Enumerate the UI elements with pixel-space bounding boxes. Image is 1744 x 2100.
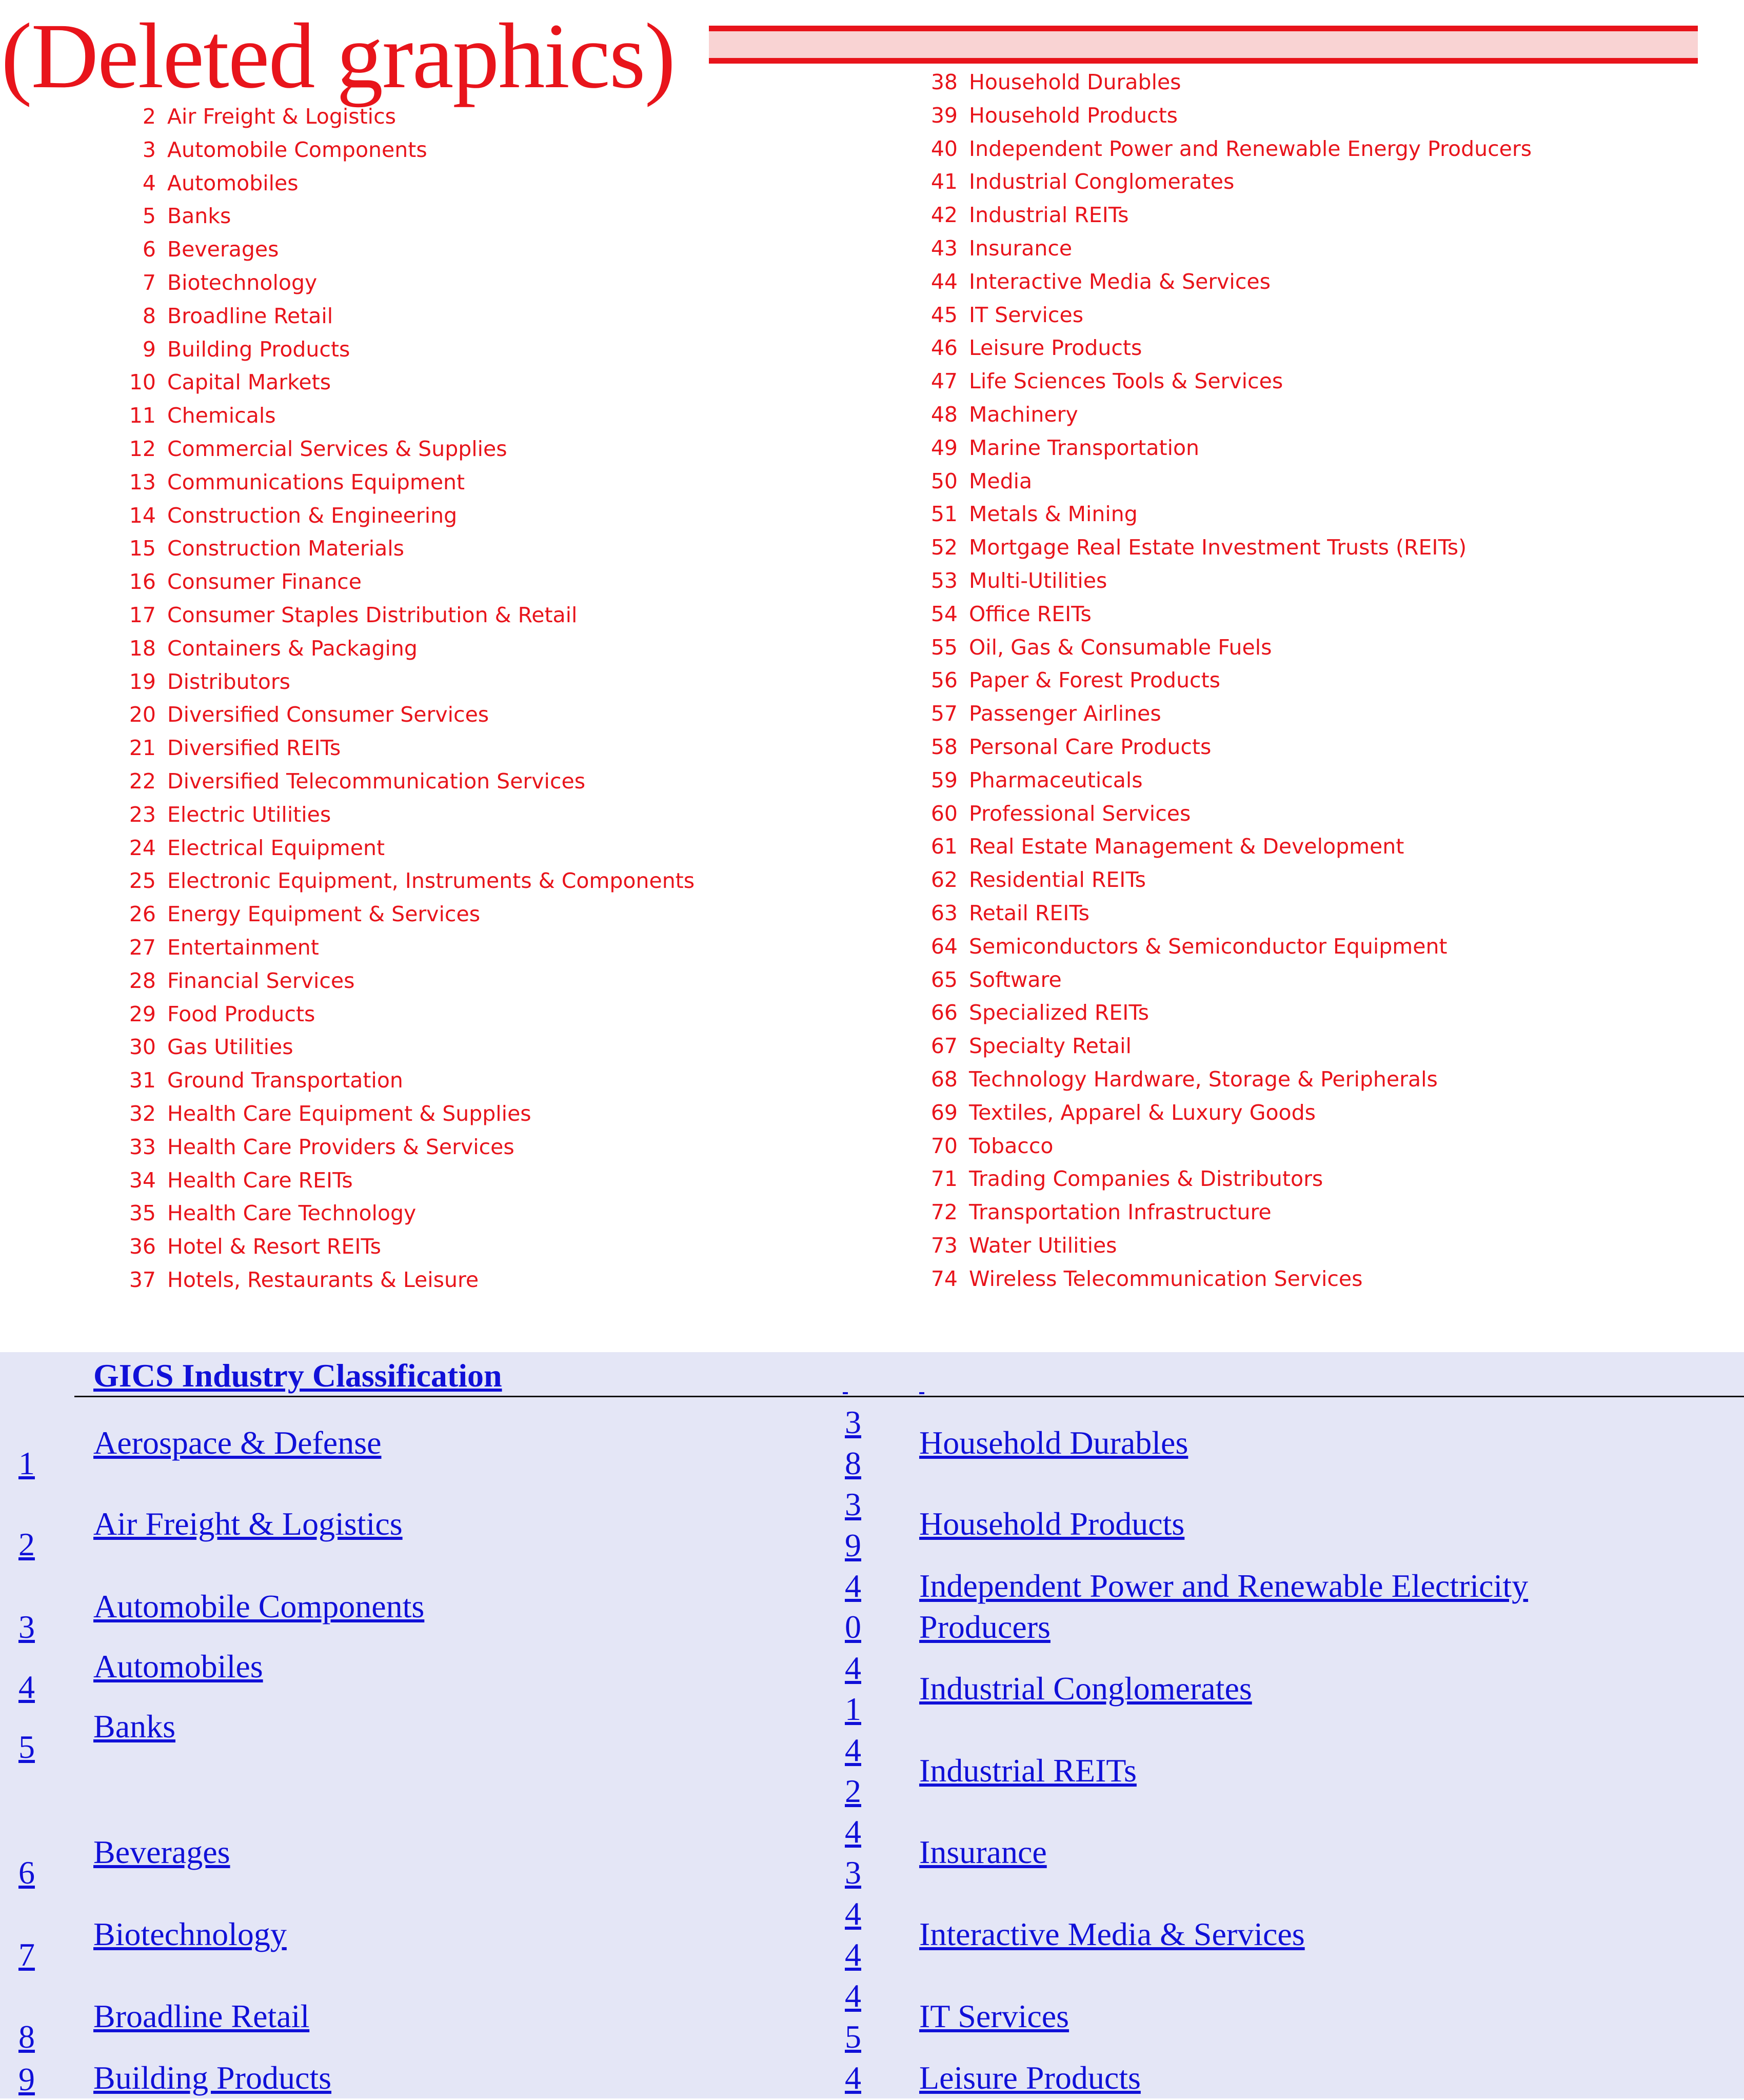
deleted-item-number: 71 [930, 1166, 958, 1191]
deleted-list-item [926, 697, 1161, 730]
deleted-item-label: Household Products [969, 103, 1178, 128]
deleted-list-item [926, 1096, 1316, 1130]
deleted-item-label: Electronic Equipment, Instruments & Components [167, 868, 695, 893]
deleted-item-number: 3 [142, 137, 156, 162]
left-row-number-link[interactable]: 3 [18, 1609, 35, 1645]
deleted-item-number: 21 [129, 736, 156, 760]
deleted-item-number: 25 [129, 868, 156, 893]
deleted-item-number: 28 [129, 968, 156, 993]
deleted-item-number: 36 [129, 1234, 156, 1259]
deleted-list-item [124, 532, 404, 565]
deleted-item-number: 17 [129, 603, 156, 627]
number-digit: 2 [845, 1773, 861, 1809]
deleted-item-label: Paper & Forest Products [969, 668, 1221, 692]
deleted-list-item [926, 1029, 1132, 1063]
deleted-list-item [124, 1263, 479, 1297]
deleted-item-label: Real Estate Management & Development [969, 834, 1404, 859]
header-rule [74, 1396, 1744, 1397]
deleted-list-item [124, 499, 457, 532]
left-row-industry-link[interactable]: Banks [93, 1708, 175, 1745]
deleted-list-item [926, 764, 1143, 797]
deleted-item-number: 16 [129, 569, 156, 594]
deleted-item-label: Energy Equipment & Services [167, 902, 481, 926]
deleted-item-number: 74 [930, 1266, 958, 1291]
deleted-item-number: 31 [129, 1068, 156, 1093]
deleted-list-item [124, 898, 480, 931]
right-row-number-link[interactable] [843, 2057, 863, 2098]
deleted-item-number: 47 [930, 369, 958, 393]
deleted-item-number: 9 [142, 337, 156, 362]
deleted-item-label: Automobiles [167, 171, 299, 195]
deleted-list-item [124, 864, 695, 898]
deleted-item-label: Transportation Infrastructure [969, 1200, 1272, 1224]
number-digit: 4 [845, 1732, 861, 1768]
deleted-list-item [124, 665, 290, 699]
deleted-list-item [926, 664, 1220, 697]
deleted-item-label: Consumer Finance [167, 569, 362, 594]
deleted-item-number: 50 [930, 469, 958, 493]
left-row-industry-link[interactable]: Beverages [93, 1834, 230, 1870]
deleted-item-label: Mortgage Real Estate Investment Trusts (REITs) [969, 535, 1467, 560]
deleted-list-item [926, 66, 1181, 99]
deleted-item-number: 70 [930, 1134, 958, 1158]
deleted-item-number: 63 [930, 901, 958, 925]
deleted-list-item [124, 1197, 416, 1230]
deleted-item-number: 73 [930, 1233, 958, 1258]
deleted-list-item [926, 431, 1199, 465]
deleted-item-number: 6 [142, 237, 156, 262]
deleted-list-item [124, 765, 585, 798]
right-row-industry-link[interactable]: Leisure Products [919, 2059, 1141, 2096]
deleted-item-number: 55 [930, 635, 958, 660]
deleted-item-label: Trading Companies & Distributors [969, 1166, 1323, 1191]
deleted-item-number: 46 [930, 335, 958, 360]
deleted-item-label: Software [969, 967, 1062, 992]
number-digit: 4 [845, 1936, 861, 1973]
right-row-number-link[interactable] [843, 1402, 863, 1484]
left-row-industry-link[interactable]: Air Freight & Logistics [93, 1505, 403, 1542]
deleted-list-item [124, 466, 465, 499]
deleted-list-item [926, 1229, 1117, 1262]
deleted-list-item [926, 299, 1083, 332]
right-row-industry-link[interactable]: Industrial Conglomerates [919, 1670, 1252, 1707]
deleted-item-number: 13 [129, 470, 156, 494]
deleted-list-item [124, 565, 362, 599]
deleted-list-item [926, 365, 1283, 398]
number-digit: 1 [845, 1691, 861, 1727]
deleted-list-item [124, 1230, 381, 1263]
deleted-list-item [926, 598, 1092, 631]
deleted-item-label: Interactive Media & Services [969, 269, 1271, 294]
deleted-item-label: Electrical Equipment [167, 836, 385, 860]
deleted-list-item [124, 333, 350, 366]
deleted-item-number: 35 [129, 1201, 156, 1225]
deleted-item-number: 2 [142, 104, 156, 129]
deleted-item-label: Construction Materials [167, 536, 405, 561]
deleted-item-number: 33 [129, 1135, 156, 1159]
deleted-list-item [926, 963, 1062, 997]
deleted-item-number: 20 [129, 702, 156, 727]
deleted-item-label: Consumer Staples Distribution & Retail [167, 603, 578, 627]
deleted-item-number: 15 [129, 536, 156, 561]
deleted-item-label: Financial Services [167, 968, 355, 993]
deleted-item-number: 43 [930, 236, 958, 261]
right-row-number-link[interactable] [843, 1648, 863, 1730]
left-row-industry-link[interactable]: Aerospace & Defense [93, 1424, 382, 1461]
left-row-industry-link[interactable]: Biotechnology [93, 1916, 287, 1952]
deleted-list-item [124, 300, 333, 333]
deleted-item-label: Multi-Utilities [969, 568, 1107, 593]
deleted-item-label: Banks [167, 204, 231, 228]
header-empty-link-1[interactable] [843, 1377, 848, 1392]
deleted-item-label: Semiconductors & Semiconductor Equipment [969, 934, 1448, 959]
deleted-item-label: Industrial REITs [969, 203, 1129, 227]
deleted-item-number: 4 [142, 171, 156, 195]
deleted-item-label: Marine Transportation [969, 435, 1200, 460]
deleted-item-number: 8 [142, 304, 156, 328]
deleted-item-label: Professional Services [969, 801, 1191, 826]
deleted-item-number: 69 [930, 1100, 958, 1125]
deleted-item-number: 72 [930, 1200, 958, 1224]
left-row-industry-link[interactable]: Building Products [93, 2059, 332, 2096]
deleted-item-number: 32 [129, 1101, 156, 1126]
deleted-item-label: Machinery [969, 402, 1078, 427]
deleted-list-item [926, 1262, 1363, 1296]
deleted-item-label: Diversified REITs [167, 736, 341, 760]
deleted-list-item [124, 998, 315, 1031]
deleted-list-item [124, 931, 319, 964]
number-digit: 0 [845, 1609, 861, 1645]
deleted-item-label: Food Products [167, 1002, 315, 1026]
deleted-item-label: Technology Hardware, Storage & Peripherals [969, 1067, 1438, 1092]
deleted-list-item [926, 1130, 1053, 1163]
left-row-industry-link[interactable]: Broadline Retail [93, 1998, 310, 2034]
deleted-list-item [926, 930, 1448, 963]
deleted-list-item [124, 698, 489, 731]
deleted-item-number: 40 [930, 136, 958, 161]
left-row-number-link[interactable]: 2 [18, 1526, 35, 1562]
deleted-item-number: 64 [930, 934, 958, 959]
deleted-item-label: Office REITs [969, 602, 1092, 626]
deleted-item-label: Gas Utilities [167, 1035, 293, 1059]
deleted-item-number: 44 [930, 269, 958, 294]
deleted-item-number: 22 [129, 769, 156, 794]
deleted-item-number: 67 [930, 1034, 958, 1058]
deleted-item-label: Health Care Providers & Services [167, 1135, 514, 1159]
left-row-number-link[interactable]: 6 [18, 1854, 35, 1891]
deleted-item-label: Distributors [167, 669, 291, 694]
deleted-item-label: Communications Equipment [167, 470, 465, 494]
deleted-list-item [926, 897, 1089, 930]
deleted-item-number: 24 [129, 836, 156, 860]
deleted-item-label: Health Care Equipment & Supplies [167, 1101, 531, 1126]
deleted-item-number: 39 [930, 103, 958, 128]
deleted-item-label: Independent Power and Renewable Energy Producers [969, 136, 1532, 161]
deleted-item-label: Diversified Consumer Services [167, 702, 489, 727]
deleted-list-item [926, 830, 1404, 863]
deleted-item-label: Diversified Telecommunication Services [167, 769, 586, 794]
deleted-item-label: Ground Transportation [167, 1068, 403, 1093]
deleted-list-item [926, 797, 1191, 830]
deleted-item-label: Pharmaceuticals [969, 768, 1143, 793]
deleted-item-label: Personal Care Products [969, 735, 1212, 759]
deleted-list-item [926, 398, 1078, 431]
deleted-item-number: 29 [129, 1002, 156, 1026]
deleted-item-label: Specialized REITs [969, 1000, 1150, 1025]
deleted-item-number: 18 [129, 636, 156, 661]
deleted-item-label: Entertainment [167, 935, 319, 960]
deleted-item-label: Hotel & Resort REITs [167, 1234, 382, 1259]
deleted-item-number: 65 [930, 967, 958, 992]
deleted-item-label: Retail REITs [969, 901, 1089, 925]
deleted-item-number: 60 [930, 801, 958, 826]
deleted-item-label: Passenger Airlines [969, 701, 1161, 726]
deleted-item-number: 51 [930, 502, 958, 526]
deleted-list-item [124, 266, 317, 300]
deleted-list-item [124, 599, 577, 632]
number-digit: 4 [845, 1977, 861, 2014]
deleted-list-item [926, 631, 1272, 664]
deleted-item-number: 30 [129, 1035, 156, 1059]
deleted-list-item [124, 731, 341, 765]
deleted-item-label: Residential REITs [969, 867, 1146, 892]
header-empty-link-2[interactable] [919, 1377, 924, 1392]
deleted-graphics-bar [709, 26, 1698, 64]
deleted-list-item [124, 432, 507, 466]
gics-table-title[interactable]: GICS Industry Classification [93, 1357, 502, 1394]
deleted-item-label: Textiles, Apparel & Luxury Goods [969, 1100, 1316, 1125]
deleted-item-label: Wireless Telecommunication Services [969, 1266, 1363, 1291]
deleted-item-label: Chemicals [167, 403, 276, 428]
right-row-number-link[interactable] [843, 1566, 863, 1648]
deleted-item-number: 58 [930, 735, 958, 759]
deleted-list-item [124, 964, 354, 998]
deleted-list-item [124, 167, 299, 200]
deleted-item-label: Broadline Retail [167, 304, 333, 328]
deleted-item-number: 38 [930, 70, 958, 94]
deleted-item-label: Air Freight & Logistics [167, 104, 396, 129]
number-digit: 5 [845, 2018, 861, 2055]
deleted-item-number: 48 [930, 402, 958, 427]
left-row-industry-link[interactable]: Automobile Components [93, 1588, 425, 1624]
gics-table-region [0, 1352, 1744, 2098]
right-row-number-link[interactable] [843, 1893, 863, 1975]
deleted-item-label: Industrial Conglomerates [969, 169, 1235, 194]
deleted-item-label: IT Services [969, 303, 1084, 327]
right-row-number-link[interactable] [843, 1730, 863, 1812]
deleted-item-number: 54 [930, 602, 958, 626]
deleted-list-item [124, 831, 385, 865]
deleted-item-number: 14 [129, 503, 156, 528]
deleted-list-item [124, 133, 427, 167]
deleted-list-item [926, 232, 1072, 265]
right-row-industry-link[interactable]: Interactive Media & Services [919, 1916, 1305, 1952]
deleted-item-number: 59 [930, 768, 958, 793]
number-digit: 4 [845, 1813, 861, 1850]
deleted-item-number: 11 [129, 403, 156, 428]
deleted-item-number: 56 [930, 668, 958, 692]
deleted-list-item [124, 632, 418, 665]
deleted-item-number: 27 [129, 935, 156, 960]
deleted-item-label: Health Care Technology [167, 1201, 417, 1225]
deleted-item-label: Beverages [167, 237, 279, 262]
deleted-item-label: Oil, Gas & Consumable Fuels [969, 635, 1272, 660]
deleted-item-label: Household Durables [969, 70, 1181, 94]
deleted-item-number: 42 [930, 203, 958, 227]
deleted-list-item [926, 199, 1128, 232]
deleted-list-item [926, 99, 1178, 132]
deleted-list-item [926, 531, 1466, 564]
deleted-list-item [124, 366, 331, 399]
deleted-item-label: Automobile Components [167, 137, 427, 162]
deleted-item-label: Specialty Retail [969, 1034, 1132, 1058]
deleted-item-number: 68 [930, 1067, 958, 1092]
deleted-item-number: 5 [142, 204, 156, 228]
deleted-item-number: 57 [930, 701, 958, 726]
deleted-item-label: Water Utilities [969, 1233, 1117, 1258]
deleted-list-item [124, 798, 331, 831]
deleted-list-item [926, 863, 1146, 897]
deleted-item-label: Containers & Packaging [167, 636, 418, 661]
number-digit: 3 [845, 1854, 861, 1891]
number-digit: 4 [845, 2059, 861, 2096]
number-digit: 4 [845, 1895, 861, 1932]
deleted-list-item [926, 165, 1234, 199]
deleted-item-label: Tobacco [969, 1134, 1054, 1158]
deleted-item-label: Insurance [969, 236, 1073, 261]
deleted-item-number: 45 [930, 303, 958, 327]
deleted-item-number: 34 [129, 1168, 156, 1193]
deleted-list-item [124, 1097, 531, 1131]
deleted-list-item [124, 1064, 403, 1097]
deleted-item-label: Media [969, 469, 1033, 493]
deleted-item-number: 23 [129, 802, 156, 827]
deleted-graphics-title: (Deleted graphics) [1, 5, 675, 108]
deleted-list-item [926, 730, 1211, 764]
deleted-item-number: 7 [142, 270, 156, 295]
deleted-list-item [124, 399, 276, 432]
right-row-industry-link[interactable]: Household Products [919, 1505, 1185, 1542]
deleted-list-item [926, 564, 1107, 598]
deleted-list-item [926, 1063, 1438, 1096]
right-row-industry-link[interactable]: Industrial REITs [919, 1752, 1137, 1789]
left-row-number-link[interactable]: 7 [18, 1936, 35, 1973]
deleted-list-item [124, 1131, 514, 1164]
deleted-item-label: Capital Markets [167, 370, 331, 394]
left-row-number-link[interactable]: 8 [18, 2018, 35, 2055]
deleted-item-number: 49 [930, 435, 958, 460]
deleted-item-number: 62 [930, 867, 958, 892]
deleted-list-item [926, 1196, 1272, 1229]
deleted-item-label: Life Sciences Tools & Services [969, 369, 1283, 393]
number-digit: 3 [845, 1486, 861, 1522]
number-digit: 3 [845, 1404, 861, 1440]
deleted-list-item [926, 1162, 1323, 1196]
right-row-industry-link[interactable]: IT Services [919, 1998, 1069, 2034]
deleted-item-number: 26 [129, 902, 156, 926]
left-row-industry-link[interactable]: Automobiles [93, 1648, 263, 1685]
deleted-item-label: Metals & Mining [969, 502, 1138, 526]
deleted-list-item [124, 233, 279, 266]
right-row-industry-link[interactable]: Insurance [919, 1834, 1047, 1870]
left-row-number-link[interactable]: 9 [18, 2061, 35, 2097]
deleted-list-item [926, 465, 1032, 498]
deleted-list-item [926, 331, 1142, 365]
deleted-item-label: Commercial Services & Supplies [167, 437, 507, 461]
deleted-item-number: 53 [930, 568, 958, 593]
deleted-item-label: Hotels, Restaurants & Leisure [167, 1267, 479, 1292]
deleted-list-item [926, 996, 1149, 1029]
deleted-list-item [124, 1031, 293, 1064]
deleted-item-number: 19 [129, 669, 156, 694]
deleted-item-label: Biotechnology [167, 270, 318, 295]
deleted-list-item [124, 1164, 353, 1197]
deleted-item-number: 41 [930, 169, 958, 194]
deleted-item-label: Electric Utilities [167, 802, 331, 827]
number-digit: 4 [845, 1650, 861, 1686]
number-digit: 4 [845, 1568, 861, 1604]
left-row-number-link[interactable]: 4 [18, 1669, 35, 1705]
deleted-item-label: Construction & Engineering [167, 503, 458, 528]
right-row-number-link[interactable] [843, 1811, 863, 1893]
deleted-item-number: 37 [129, 1267, 156, 1292]
deleted-list-item [926, 132, 1532, 166]
deleted-item-number: 12 [129, 437, 156, 461]
deleted-item-number: 52 [930, 535, 958, 560]
deleted-list-item [124, 100, 396, 133]
deleted-list-item [124, 200, 231, 233]
right-row-number-link[interactable] [843, 1975, 863, 2057]
right-row-number-link[interactable] [843, 1484, 863, 1566]
number-digit: 8 [845, 1445, 861, 1481]
left-row-number-link[interactable]: 1 [18, 1445, 35, 1481]
right-row-industry-link-line2[interactable]: Producers [919, 1609, 1051, 1645]
right-row-industry-link[interactable]: Independent Power and Renewable Electricity [919, 1568, 1529, 1604]
deleted-item-label: Building Products [167, 337, 350, 362]
deleted-item-label: Health Care REITs [167, 1168, 353, 1193]
deleted-item-number: 10 [129, 370, 156, 394]
deleted-item-number: 66 [930, 1000, 958, 1025]
deleted-list-item [926, 265, 1271, 299]
deleted-item-number: 61 [930, 834, 958, 859]
deleted-item-label: Leisure Products [969, 335, 1142, 360]
right-row-industry-link[interactable]: Household Durables [919, 1424, 1188, 1461]
number-digit: 9 [845, 1527, 861, 1563]
left-row-number-link[interactable]: 5 [18, 1729, 35, 1765]
deleted-list-item [926, 498, 1138, 531]
